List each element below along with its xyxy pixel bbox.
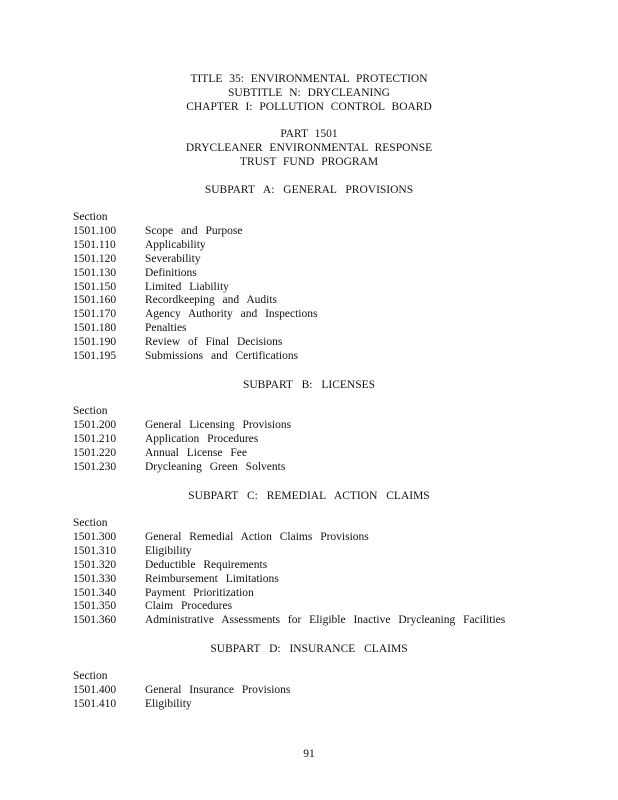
section-row (73, 614, 593, 628)
section-title: Agency Authority and Inspections (145, 308, 318, 321)
section-number: 1501.320 (73, 558, 117, 571)
section-label-text: Section (73, 211, 108, 223)
section-row (73, 419, 593, 433)
subpart-heading: SUBPART A: GENERAL PROVISIONS (204, 184, 414, 196)
section-row (73, 267, 593, 281)
section-number: 1501.190 (73, 336, 117, 349)
section-number: 1501.410 (73, 697, 117, 710)
section-title: Recordkeeping and Audits (145, 294, 278, 307)
section-row (73, 433, 593, 447)
section-row (73, 531, 593, 545)
section-label-text: Section (73, 405, 108, 417)
section-label-text: Section (73, 517, 108, 529)
section-number: 1501.110 (73, 238, 116, 251)
section-row (73, 239, 593, 253)
section-title: General Remedial Action Claims Provisions (145, 530, 369, 543)
program-line-2: TRUST FUND PROGRAM (239, 156, 379, 168)
section-row (73, 573, 593, 587)
section-number: 1501.220 (73, 446, 117, 459)
section-row (73, 294, 593, 308)
section-number: 1501.100 (73, 224, 117, 237)
section-row (73, 336, 593, 350)
section-label-text: Section (73, 670, 108, 682)
section-row (73, 587, 593, 601)
section-number: 1501.400 (73, 683, 117, 696)
section-number: 1501.350 (73, 600, 117, 613)
section-list (73, 517, 593, 628)
chapter-line: CHAPTER I: POLLUTION CONTROL BOARD (186, 101, 432, 113)
section-list (73, 405, 593, 475)
section-row (73, 308, 593, 322)
section-label (73, 670, 593, 684)
section-number: 1501.150 (73, 280, 117, 293)
section-row (73, 545, 593, 559)
section-row (73, 322, 593, 336)
section-title: Severability (145, 252, 201, 265)
subpart-heading: SUBPART D: INSURANCE CLAIMS (210, 643, 408, 655)
section-title: Drycleaning Green Solvents (145, 460, 286, 473)
section-row (73, 559, 593, 573)
section-label (73, 405, 593, 419)
section-row (73, 350, 593, 364)
section-title: Definitions (145, 266, 197, 279)
section-title: Applicability (145, 238, 206, 251)
section-row (73, 698, 593, 712)
subtitle-line: SUBTITLE N: DRYCLEANING (228, 87, 390, 99)
section-number: 1501.160 (73, 294, 117, 307)
section-list (73, 211, 593, 364)
section-title: Review of Final Decisions (145, 336, 283, 349)
section-title: General Licensing Provisions (145, 418, 292, 431)
section-number: 1501.300 (73, 530, 117, 543)
section-title: Claim Procedures (145, 600, 233, 613)
section-number: 1501.170 (73, 308, 117, 321)
section-title: Scope and Purpose (145, 224, 243, 237)
section-number: 1501.120 (73, 252, 117, 265)
section-row (73, 447, 593, 461)
page-number: 91 (303, 748, 315, 760)
section-title: Penalties (145, 322, 187, 335)
section-number: 1501.310 (73, 544, 117, 557)
section-number: 1501.360 (73, 614, 117, 627)
section-number: 1501.330 (73, 572, 117, 585)
section-title: Application Procedures (145, 432, 259, 445)
section-list (73, 670, 593, 712)
section-label (73, 517, 593, 531)
section-row (73, 253, 593, 267)
section-number: 1501.130 (73, 266, 117, 279)
subpart-heading: SUBPART C: REMEDIAL ACTION CLAIMS (188, 490, 430, 502)
section-row (73, 684, 593, 698)
section-number: 1501.210 (73, 432, 117, 445)
section-title: Submissions and Certifications (145, 350, 299, 363)
section-number: 1501.200 (73, 418, 117, 431)
section-title: Payment Prioritization (145, 586, 254, 599)
section-label (73, 211, 593, 225)
section-title: Limited Liability (145, 280, 229, 293)
section-title: Reimbursement Limitations (145, 572, 279, 585)
section-row (73, 461, 593, 475)
section-title: Deductible Requirements (145, 558, 268, 571)
section-number: 1501.340 (73, 586, 117, 599)
section-row (73, 600, 593, 614)
section-row (73, 225, 593, 239)
section-title: Eligibility (145, 697, 192, 710)
section-number: 1501.195 (73, 350, 117, 363)
title-line: TITLE 35: ENVIRONMENTAL PROTECTION (190, 73, 428, 85)
program-line-1: DRYCLEANER ENVIRONMENTAL RESPONSE (185, 142, 433, 154)
section-title: Annual License Fee (145, 446, 247, 459)
subpart-heading: SUBPART B: LICENSES (242, 379, 376, 391)
section-number: 1501.180 (73, 322, 117, 335)
section-number: 1501.230 (73, 460, 117, 473)
section-title: Administrative Assessments for Eligible Inactive Drycleaning Facilities (145, 614, 506, 627)
part-line: PART 1501 (280, 128, 338, 140)
section-row (73, 281, 593, 295)
section-title: General Insurance Provisions (145, 683, 291, 696)
section-title: Eligibility (145, 544, 192, 557)
